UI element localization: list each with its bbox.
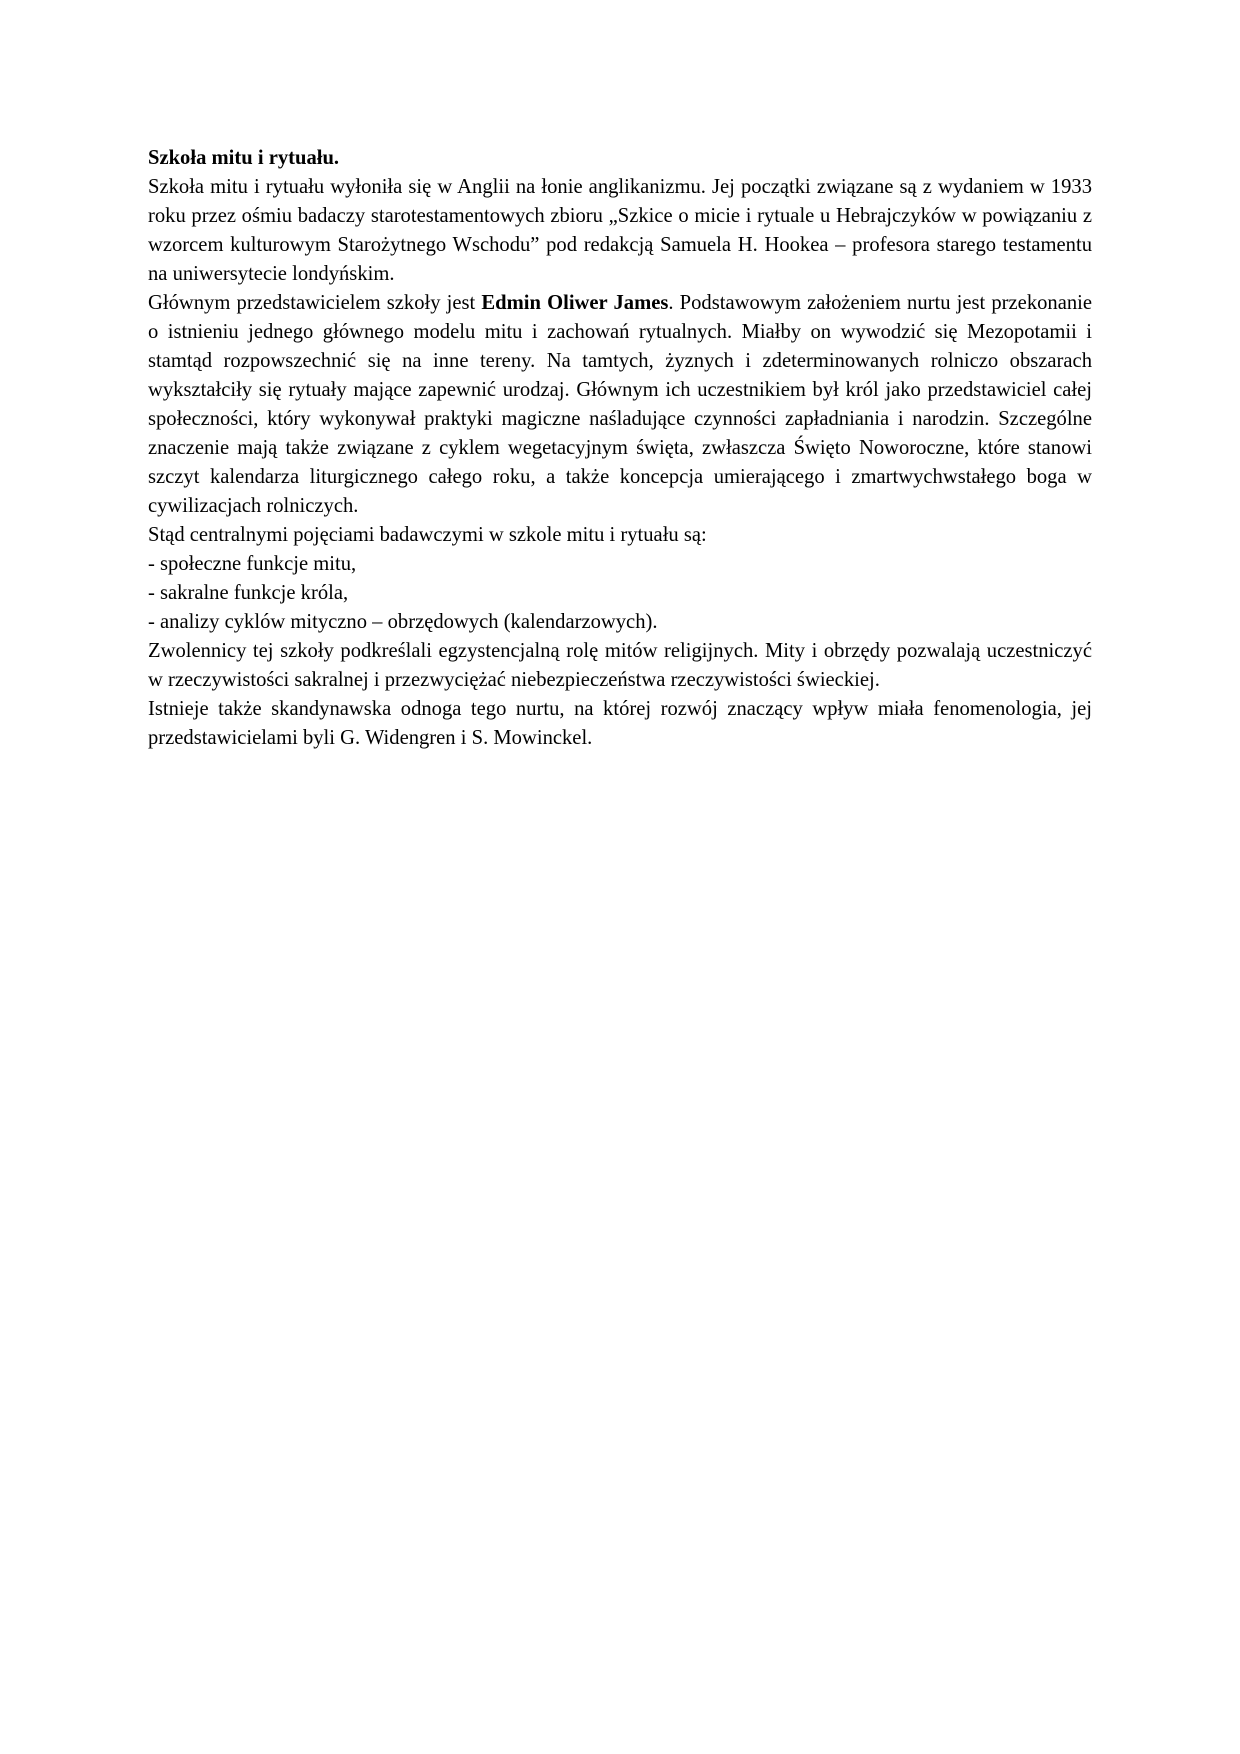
paragraph-main-representative (148, 289, 1092, 521)
concepts-list (148, 550, 1092, 637)
paragraph-text: . Podstawowym założeniem nurtu jest przekonanie o istnieniu jednego głównego modelu mitu i zachowań rytualnych. Miałby on wywodzić się Mezopotamii i stamtąd rozpowszechnić się na inne tereny. Na tamtych, żyznych i zdeterminowanych rolniczo obszarach wykształciły się rytuały mające zapewnić urodzaj. Głównym ich uczestnikiem był król jako przedstawiciel całej społeczności, który wykonywał praktyki magiczne naśladujące czynności zapładniania i narodzin. Szczególne znaczenie mają także związane z cyklem wegetacyjnym święta, zwłaszcza Święto Noworoczne, które stanowi szczyt kalendarza liturgicznego całego roku, a także koncepcja umierającego i zmartwychwstałego boga w cywilizacjach rolniczych. (148, 292, 1093, 517)
paragraph-origins: Szkoła mitu i rytuału wyłoniła się w Anglii na łonie anglikanizmu. Jej początki związane są z wydaniem w 1933 roku przez ośmiu badaczy starotestamentowych zbioru „Szkice o micie i rytuale u Hebrajczyków w powiązaniu z wzorcem kulturowym Starożytnego Wschodu” pod redakcją Samuela H. Hookea – profesora starego testamentu na uniwersytecie londyńskim. (148, 176, 1092, 285)
document-body (148, 144, 1092, 753)
list-item: - sakralne funkcje króla, (148, 582, 349, 604)
list-item: - społeczne funkcje mitu, (148, 553, 357, 575)
paragraph-central-concepts: Stąd centralnymi pojęciami badawczymi w szkole mitu i rytuału są: (148, 524, 707, 546)
paragraph-scandinavian-branch: Istnieje także skandynawska odnoga tego nurtu, na której rozwój znaczący wpływ miała fenomenologia, jej przedstawicielami byli G. Widengren i S. Mowinckel. (148, 698, 1092, 749)
representative-name: Edmin Oliwer James (481, 292, 669, 314)
document-title: Szkoła mitu i rytuału. (148, 147, 340, 169)
paragraph-followers: Zwolennicy tej szkoły podkreślali egzystencjalną rolę mitów religijnych. Mity i obrzędy pozwalają uczestniczyć w rzeczywistości sakralnej i przezwyciężać niebezpieczeństwa rzeczywistości świeckiej. (148, 640, 1092, 691)
paragraph-text: Głównym przedstawicielem szkoły jest (148, 292, 482, 314)
list-item: - analizy cyklów mityczno – obrzędowych (kalendarzowych). (148, 611, 658, 633)
